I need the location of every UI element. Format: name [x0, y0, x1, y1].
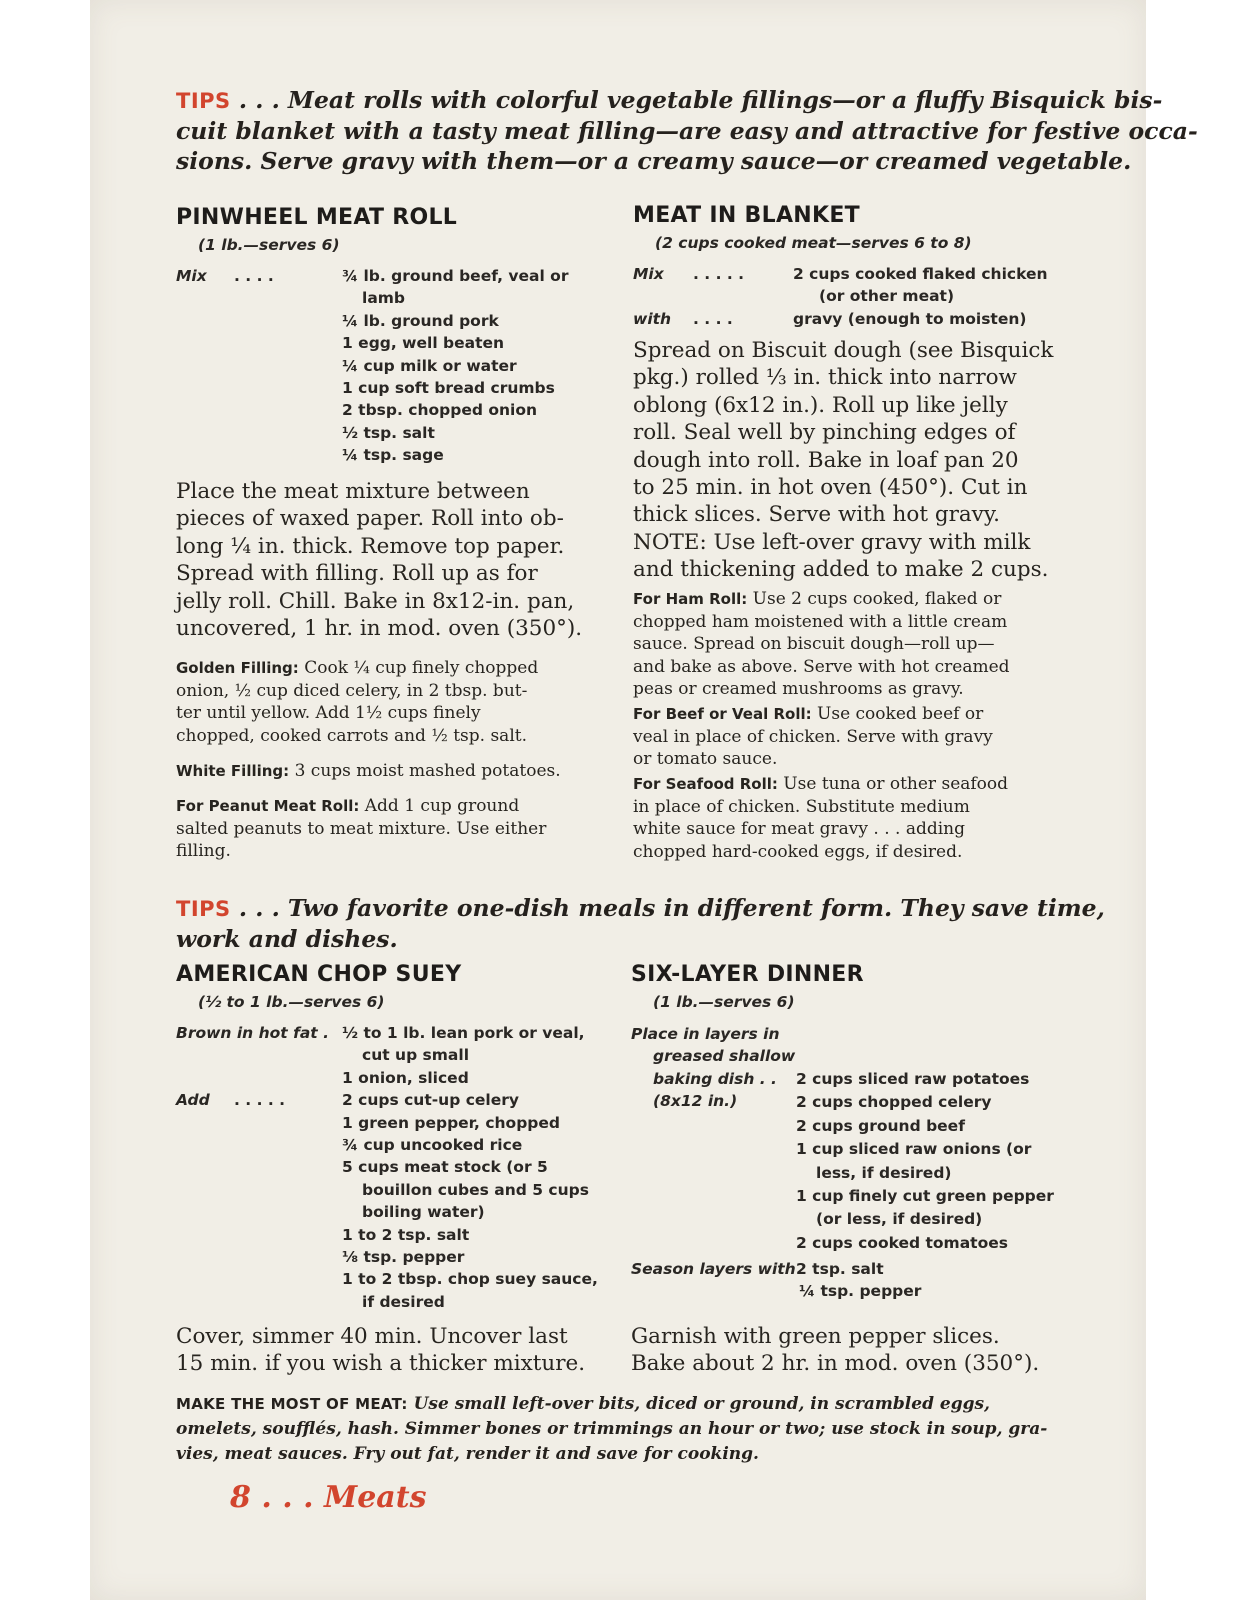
pinwheel-title: PINWHEEL MEAT ROLL — [176, 205, 458, 230]
blanket-serves: (2 cups cooked meat—serves 6 to 8) — [655, 234, 972, 252]
white-filling: White Filling: 3 cups moist mashed potatoes. — [176, 761, 561, 781]
peanut-meat-roll: For Peanut Meat Roll: Add 1 cup ground salted peanuts to meat mixture. Use either filling. — [176, 796, 547, 861]
sixlayer-ingredients: 2 cups sliced raw potatoes 2 cups chopped celery 2 cups ground beef 1 cup sliced raw onions (or less, if desired) 1 cup finely cut green pepper (or less, if desired) 2 cups cooked tomatoes — [796, 1070, 1054, 1252]
tips-label: TIPS — [176, 897, 231, 921]
page-folio: 8 . . . Meats — [230, 1480, 427, 1515]
sixlayer-seasoning: Season layers with2 tsp. salt ¼ tsp. pepper — [631, 1260, 922, 1301]
pinwheel-directions: Place the meat mixture between pieces of waxed paper. Roll into ob- long ¼ in. thick. Remove top paper. Spread with filling. Roll up as for jelly roll. Chill. Bake in 8x12-in. pan, uncovered, 1 hr. in mod. oven (350°). — [176, 479, 583, 642]
tips-one-dish: TIPS . . . Two favorite one-dish meals in different form. They save time, work and dishes. — [176, 894, 1105, 953]
beef-veal-roll: For Beef or Veal Roll: Use cooked beef or veal in place of chicken. Serve with gravy or tomato sauce. — [633, 704, 993, 769]
golden-filling: Golden Filling: Cook ¼ cup finely chopped onion, ½ cup diced celery, in 2 tbsp. but- ter until yellow. Add 1½ cups finely chopped, cooked carrots and ½ tsp. salt. — [176, 658, 539, 746]
pinwheel-ingredients: Mix . . . . ¾ lb. ground beef, veal or lamb ¼ lb. ground pork 1 egg, well beaten ¼ cup milk or water 1 cup soft bread crumbs 2 tbsp. chopped onion ½ tsp. salt ¼ tsp. sage — [176, 267, 569, 465]
sixlayer-serves: (1 lb.—serves 6) — [653, 993, 795, 1011]
ham-roll: For Ham Roll: Use 2 cups cooked, flaked or chopped ham moistened with a little cream sauce. Spread on biscuit dough—roll up— and bake as above. Serve with hot creamed peas or creamed mushrooms as gravy. — [633, 589, 1010, 699]
sixlayer-directions: Garnish with green pepper slices. Bake about 2 hr. in mod. oven (350°). — [631, 1324, 1040, 1377]
recipe-page — [90, 0, 1198, 1600]
seafood-roll: For Seafood Roll: Use tuna or other seafood in place of chicken. Substitute medium white sauce for meat gravy . . . adding chopped hard-cooked eggs, if desired. — [633, 774, 1009, 862]
make-the-most-of-meat: MAKE THE MOST OF MEAT: Use small left-over bits, diced or ground, in scrambled eggs, omelets, soufflés, hash. Simmer bones or trimmings an hour or two; use stock in soup, gra- vies, meat sauces. Fry out fat, render it and save for cooking. — [176, 1394, 1048, 1464]
tips-intro: TIPS . . . Meat rolls with colorful vegetable fillings—or a fluffy Bisquick bis- cuit blanket with a tasty meat filling—are easy and attractive for festive occa- sions. Serve gravy with them—or a creamy sauce—or creamed vegetable. — [176, 86, 1198, 175]
sixlayer-place-label: Place in layers in greased shallow baking dish . . (8x12 in.) — [631, 1025, 796, 1111]
chopsuey-directions: Cover, simmer 40 min. Uncover last 15 min. if you wish a thicker mixture. — [176, 1324, 586, 1377]
pinwheel-serves: (1 lb.—serves 6) — [198, 236, 340, 254]
chopsuey-serves: (½ to 1 lb.—serves 6) — [198, 993, 385, 1011]
blanket-directions: Spread on Biscuit dough (see Bisquick pkg.) rolled ⅓ in. thick into narrow oblong (6x12 in.). Roll up like jelly roll. Seal well by pinching edges of dough into roll. Bake in loaf pan 20 to 25 min. in hot oven (450°). Cut in thick slices. Serve with hot gravy. NOTE: Use left-over gravy with milk and thickening added to make 2 cups. — [633, 338, 1054, 583]
blanket-ingredients: Mix . . . . . 2 cups cooked flaked chicken (or other meat) with . . . . gravy (enough to moisten) — [633, 265, 1048, 328]
blanket-title: MEAT IN BLANKET — [633, 203, 860, 228]
chopsuey-title: AMERICAN CHOP SUEY — [176, 962, 462, 987]
chopsuey-ingredients: Brown in hot fat . ½ to 1 lb. lean pork or veal, cut up small 1 onion, sliced Add . . . . . 2 cups cut-up celery 1 green pepper, chopped ¾ cup uncooked rice 5 cups meat stock (or 5 bouillon cubes and 5 cups boiling water) 1 to 2 tsp. salt ⅛ tsp. pepper 1 to 2 tbsp. chop suey sauce, if desired — [176, 1024, 598, 1311]
tips-label: TIPS — [176, 89, 231, 113]
sixlayer-title: SIX-LAYER DINNER — [631, 962, 864, 987]
